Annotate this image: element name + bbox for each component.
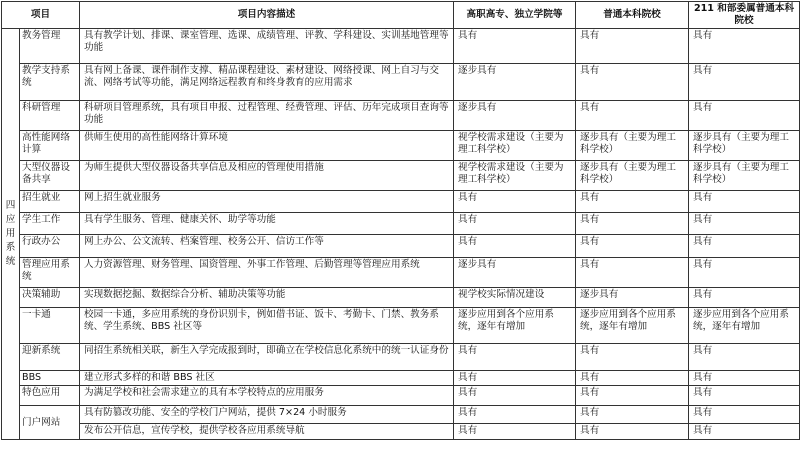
row-item: 大型仪器设备共享 — [20, 161, 80, 191]
row-desc: 网上招生就业服务 — [80, 191, 454, 213]
row-desc: 科研项目管理系统，具有项目申报、过程管理、经费管理、评估、历年完成项目查询等功能 — [80, 101, 454, 131]
row-211: 具有 — [689, 29, 800, 64]
row-regular: 逐步具有（主要为理工科学校） — [576, 161, 689, 191]
row-vocational: 具有 — [454, 386, 576, 406]
row-desc: 人力资源管理、财务管理、国资管理、外事工作管理、后勤管理等管理应用系统 — [80, 258, 454, 288]
row-regular: 具有 — [576, 406, 689, 424]
table-row — [2, 161, 800, 191]
row-vocational: 视学校需求建设（主要为理工科学校） — [454, 161, 576, 191]
row-vocational: 具有 — [454, 344, 576, 371]
row-211: 具有 — [689, 191, 800, 213]
row-vocational: 具有 — [454, 235, 576, 258]
row-item: 决策辅助 — [20, 288, 80, 308]
row-vocational: 具有 — [454, 213, 576, 235]
table-row — [2, 64, 800, 101]
row-item: 特色应用 — [20, 386, 80, 406]
row-desc: 发布公开信息，宣传学校，提供学校各应用系统导航 — [80, 424, 454, 440]
row-vocational: 逐步具有 — [454, 64, 576, 101]
section-label: 四 应用系统 — [2, 29, 20, 440]
row-item: 教学支持系统 — [20, 64, 80, 101]
row-desc: 实现数据挖掘、数据综合分析、辅助决策等功能 — [80, 288, 454, 308]
header-desc: 项目内容描述 — [80, 2, 454, 29]
row-desc: 具有学生服务、管理、健康关怀、助学等功能 — [80, 213, 454, 235]
header-vocational: 高职高专、独立学院等 — [454, 2, 576, 29]
row-regular: 具有 — [576, 258, 689, 288]
row-desc: 建立形式多样的和谐 BBS 社区 — [80, 371, 454, 386]
row-item: 门户网站 — [20, 406, 80, 440]
row-desc: 具有防篡改功能、安全的学校门户网站，提供 7×24 小时服务 — [80, 406, 454, 424]
row-regular: 具有 — [576, 424, 689, 440]
row-desc: 网上办公、公文流转、档案管理、校务公开、信访工作等 — [80, 235, 454, 258]
table-row — [2, 258, 800, 288]
row-item: 教务管理 — [20, 29, 80, 64]
row-211: 具有 — [689, 424, 800, 440]
table-row — [2, 131, 800, 161]
row-item: 科研管理 — [20, 101, 80, 131]
row-vocational: 具有 — [454, 424, 576, 440]
table-row — [2, 386, 800, 406]
table-row — [2, 406, 800, 424]
table-row — [2, 371, 800, 386]
table-row — [2, 191, 800, 213]
application-systems-table — [1, 1, 800, 440]
row-desc: 为师生提供大型仪器设备共享信息及相应的管理使用措施 — [80, 161, 454, 191]
row-item: BBS — [20, 371, 80, 386]
table-row — [2, 344, 800, 371]
row-regular: 具有 — [576, 235, 689, 258]
table-row — [2, 213, 800, 235]
row-vocational: 逐步具有 — [454, 101, 576, 131]
row-211: 具有 — [689, 386, 800, 406]
row-211: 具有 — [689, 371, 800, 386]
row-regular: 具有 — [576, 29, 689, 64]
header-regular: 普通本科院校 — [576, 2, 689, 29]
row-regular: 具有 — [576, 371, 689, 386]
header-row — [2, 2, 800, 29]
table-row — [2, 308, 800, 344]
row-desc: 具有教学计划、排课、课室管理、选课、成绩管理、评教、学科建设、实训基地管理等功能 — [80, 29, 454, 64]
header-211: 211 和部委属普通本科院校 — [689, 2, 800, 29]
row-item: 高性能网络计算 — [20, 131, 80, 161]
row-211: 具有 — [689, 406, 800, 424]
row-vocational: 具有 — [454, 371, 576, 386]
row-211: 具有 — [689, 235, 800, 258]
row-vocational: 逐步应用到各个应用系统，逐年有增加 — [454, 308, 576, 344]
row-item: 学生工作 — [20, 213, 80, 235]
row-item: 一卡通 — [20, 308, 80, 344]
row-vocational: 具有 — [454, 29, 576, 64]
row-regular: 具有 — [576, 386, 689, 406]
table-row — [2, 29, 800, 64]
table-row — [2, 424, 800, 440]
row-desc: 供师生使用的高性能网络计算环境 — [80, 131, 454, 161]
row-regular: 逐步具有 — [576, 288, 689, 308]
row-item: 管理应用系统 — [20, 258, 80, 288]
row-desc: 为满足学校和社会需求建立的具有本学校特点的应用服务 — [80, 386, 454, 406]
row-vocational: 视学校实际情况建设 — [454, 288, 576, 308]
row-vocational: 具有 — [454, 406, 576, 424]
row-regular: 具有 — [576, 344, 689, 371]
row-item: 行政办公 — [20, 235, 80, 258]
row-item: 迎新系统 — [20, 344, 80, 371]
row-regular: 逐步应用到各个应用系统，逐年有增加 — [576, 308, 689, 344]
row-211: 具有 — [689, 344, 800, 371]
row-desc: 同招生系统相关联，新生入学完成报到时，即确立在学校信息化系统中的统一认证身份 — [80, 344, 454, 371]
row-211: 逐步应用到各个应用系统，逐年有增加 — [689, 308, 800, 344]
row-vocational: 视学校需求建设（主要为理工科学校） — [454, 131, 576, 161]
row-regular: 逐步具有（主要为理工科学校） — [576, 131, 689, 161]
row-211: 具有 — [689, 288, 800, 308]
row-regular: 具有 — [576, 213, 689, 235]
row-desc: 具有网上备课、课件制作支撑、精品课程建设、素材建设、网络授课、网上自习与交流、网络考试等功能，满足网络远程教育和终身教育的应用需求 — [80, 64, 454, 101]
table-row — [2, 288, 800, 308]
row-regular: 具有 — [576, 191, 689, 213]
row-211: 具有 — [689, 213, 800, 235]
row-regular: 具有 — [576, 101, 689, 131]
row-vocational: 逐步具有 — [454, 258, 576, 288]
row-211: 逐步具有（主要为理工科学校） — [689, 161, 800, 191]
table-row — [2, 101, 800, 131]
table-row — [2, 235, 800, 258]
header-item: 项目 — [2, 2, 80, 29]
row-vocational: 具有 — [454, 191, 576, 213]
row-regular: 具有 — [576, 64, 689, 101]
row-211: 具有 — [689, 101, 800, 131]
row-211: 具有 — [689, 64, 800, 101]
row-desc: 校园一卡通，多应用系统的身份识别卡，例如借书证、饭卡、考勤卡、门禁、教务系统、学生系统、BBS 社区等 — [80, 308, 454, 344]
row-211: 具有 — [689, 258, 800, 288]
row-211: 逐步具有（主要为理工科学校） — [689, 131, 800, 161]
row-item: 招生就业 — [20, 191, 80, 213]
